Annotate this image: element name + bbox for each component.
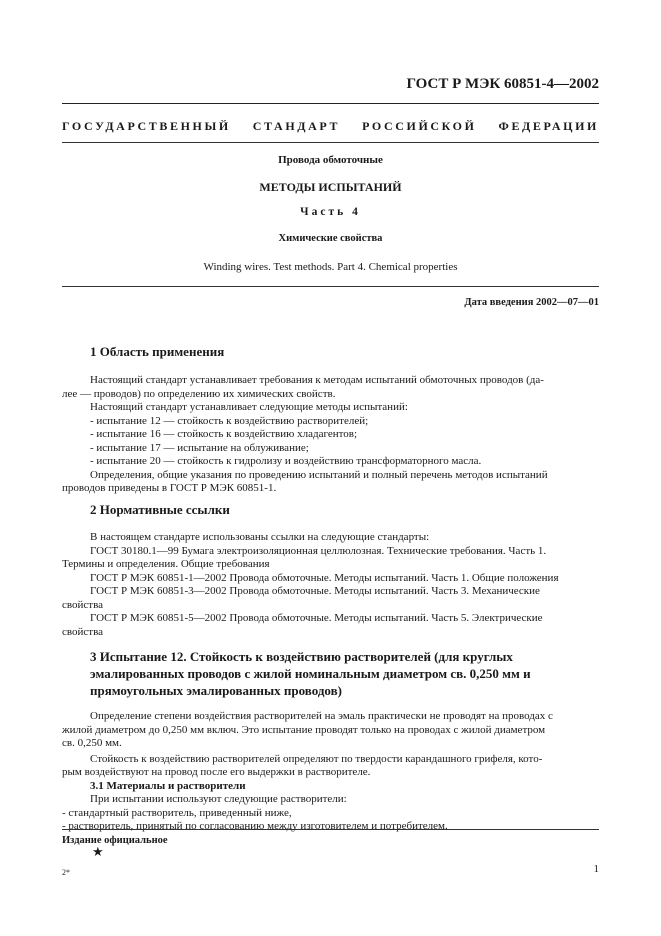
list-item: - растворитель, принятый по согласованию между изготовителем и потребителем. (62, 820, 448, 832)
paragraph: Определение степени воздействия растворителей на эмаль практически не проводят на проводах с (90, 710, 553, 722)
paragraph: рым воздействуют на провод после его выдержки в растворителе. (62, 766, 371, 778)
reference: Термины и определения. Общие требования (62, 558, 270, 570)
paragraph: При испытании используют следующие растворители: (90, 793, 347, 805)
signature-mark: 2* (62, 868, 70, 877)
state-word: ФЕДЕРАЦИИ (498, 119, 599, 133)
paragraph: Настоящий стандарт устанавливает следующие методы испытаний: (90, 401, 408, 413)
star-icon: ★ (92, 844, 104, 859)
reference: свойства (62, 625, 104, 638)
paragraph: жилой диаметром до 0,250 мм включ. Это испытание проводят только на проводах с жилой диаметром (62, 723, 546, 736)
section-2-body (62, 531, 599, 639)
title-part-name: Химические свойства (278, 233, 383, 244)
section-1-heading: 1 Область применения (90, 344, 225, 359)
list-item: - испытание 17 — испытание на облуживание; (90, 441, 309, 454)
section-3-heading (90, 648, 595, 699)
heading-line: прямоугольных эмалированных проводов) (90, 683, 342, 698)
document-code: ГОСТ Р МЭК 60851-4—2002 (406, 76, 599, 92)
page-number: 1 (593, 863, 599, 875)
state-word: РОССИЙСКОЙ (362, 119, 477, 133)
introduction-date: Дата введения 2002—07—01 (464, 297, 599, 308)
paragraph: Настоящий стандарт устанавливает требования к методам испытаний обмоточных проводов (да- (90, 374, 544, 386)
title-rule (62, 286, 599, 287)
list-item: - стандартный растворитель, приведенный ниже, (62, 806, 292, 819)
state-word: ГОСУДАРСТВЕННЫЙ (62, 119, 231, 133)
reference: свойства (62, 598, 104, 611)
header-rule-top (62, 103, 599, 104)
title-english: Winding wires. Test methods. Part 4. Chemical properties (203, 261, 458, 273)
official-edition-label: Издание официальное (62, 835, 168, 846)
title-subject: Провода обмоточные (278, 154, 383, 166)
title-methods: МЕТОДЫ ИСПЫТАНИЙ (259, 180, 402, 194)
list-item: - испытание 20 — стойкость к гидролизу и воздействию трансформаторного масла. (90, 455, 482, 467)
title-part: Часть 4 (300, 206, 361, 218)
section-3-body (62, 710, 599, 834)
reference: ГОСТ Р МЭК 60851-3—2002 Провода обмоточные. Методы испытаний. Часть 3. Механические (90, 585, 540, 597)
paragraph: Стойкость к воздействию растворителей определяют по твердости карандашного грифеля, кото- (90, 752, 543, 765)
paragraph: Определения, общие указания по проведению испытаний и полный перечень методов испытаний (90, 468, 548, 481)
header-rule-bottom (62, 142, 599, 143)
subsection-heading: 3.1 Материалы и растворители (90, 779, 246, 792)
list-item: - испытание 16 — стойкость к воздействию хладагентов; (90, 428, 357, 440)
section-1-body (62, 374, 599, 496)
reference: ГОСТ 30180.1—99 Бумага электроизоляционная целлюлозная. Технические требования. Часть 1. (90, 544, 547, 557)
heading-line: эмалированных проводов с жилой номинальным диаметром св. 0,250 мм и (90, 666, 531, 681)
section-2-heading: 2 Нормативные ссылки (90, 502, 230, 517)
paragraph: В настоящем стандарте использованы ссылки на следующие стандарты: (90, 531, 430, 543)
state-standard-line (62, 119, 599, 134)
reference: ГОСТ Р МЭК 60851-1—2002 Провода обмоточные. Методы испытаний. Часть 1. Общие положения (90, 571, 559, 584)
paragraph: св. 0,250 мм. (62, 737, 122, 749)
footer-rule (62, 829, 599, 830)
state-word: СТАНДАРТ (252, 119, 341, 133)
reference: ГОСТ Р МЭК 60851-5—2002 Провода обмоточные. Методы испытаний. Часть 5. Электрические (90, 612, 543, 624)
paragraph: лее — проводов) по определению их химических свойств. (62, 387, 336, 400)
paragraph: проводов приведены в ГОСТ Р МЭК 60851-1. (62, 482, 277, 494)
heading-line: 3 Испытание 12. Стойкость к воздействию растворителей (для круглых (90, 649, 513, 664)
list-item: - испытание 12 — стойкость к воздействию растворителей; (90, 414, 369, 427)
